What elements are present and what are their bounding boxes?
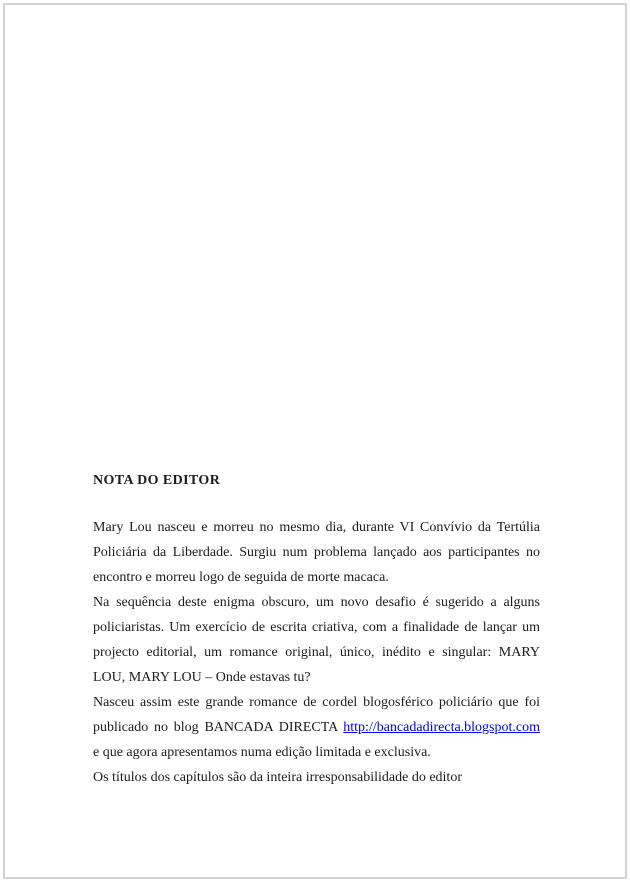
- blog-link[interactable]: http://bancadadirecta.blogspot.com: [343, 720, 540, 735]
- text-line: Mary Lou nasceu e morreu no mesmo dia, durante VI Convívio da Tertúlia: [93, 520, 540, 535]
- paragraph-intro: [93, 515, 540, 590]
- document-page: [3, 3, 627, 879]
- text-line: projecto editorial, um romance original, único, inédito e singular: MARY: [93, 645, 540, 660]
- link-line-prefix: publicado no blog BANCADA DIRECTA: [93, 720, 338, 735]
- text-line: Na sequência deste enigma obscuro, um novo desafio é sugerido a alguns: [93, 595, 540, 610]
- section-heading: NOTA DO EDITOR: [93, 473, 221, 488]
- paragraph-blog: [93, 690, 540, 765]
- text-line: e que agora apresentamos numa edição limitada e exclusiva.: [93, 745, 431, 760]
- text-line: LOU, MARY LOU – Onde estavas tu?: [93, 670, 311, 685]
- editor-note-block: [93, 468, 540, 790]
- text-line-with-link: [93, 715, 540, 740]
- text-line: Os títulos dos capítulos são da inteira irresponsabilidade do editor: [93, 770, 462, 785]
- text-line: Nasceu assim este grande romance de cordel blogosférico policiário que foi: [93, 695, 540, 710]
- text-line: encontro e morreu logo de seguida de morte macaca.: [93, 570, 389, 585]
- text-line: Policiária da Liberdade. Surgiu num problema lançado aos participantes no: [93, 545, 540, 560]
- text-line: policiaristas. Um exercício de escrita criativa, com a finalidade de lançar um: [93, 620, 540, 635]
- paragraph-challenge: [93, 590, 540, 690]
- paragraph-disclaimer: [93, 765, 540, 790]
